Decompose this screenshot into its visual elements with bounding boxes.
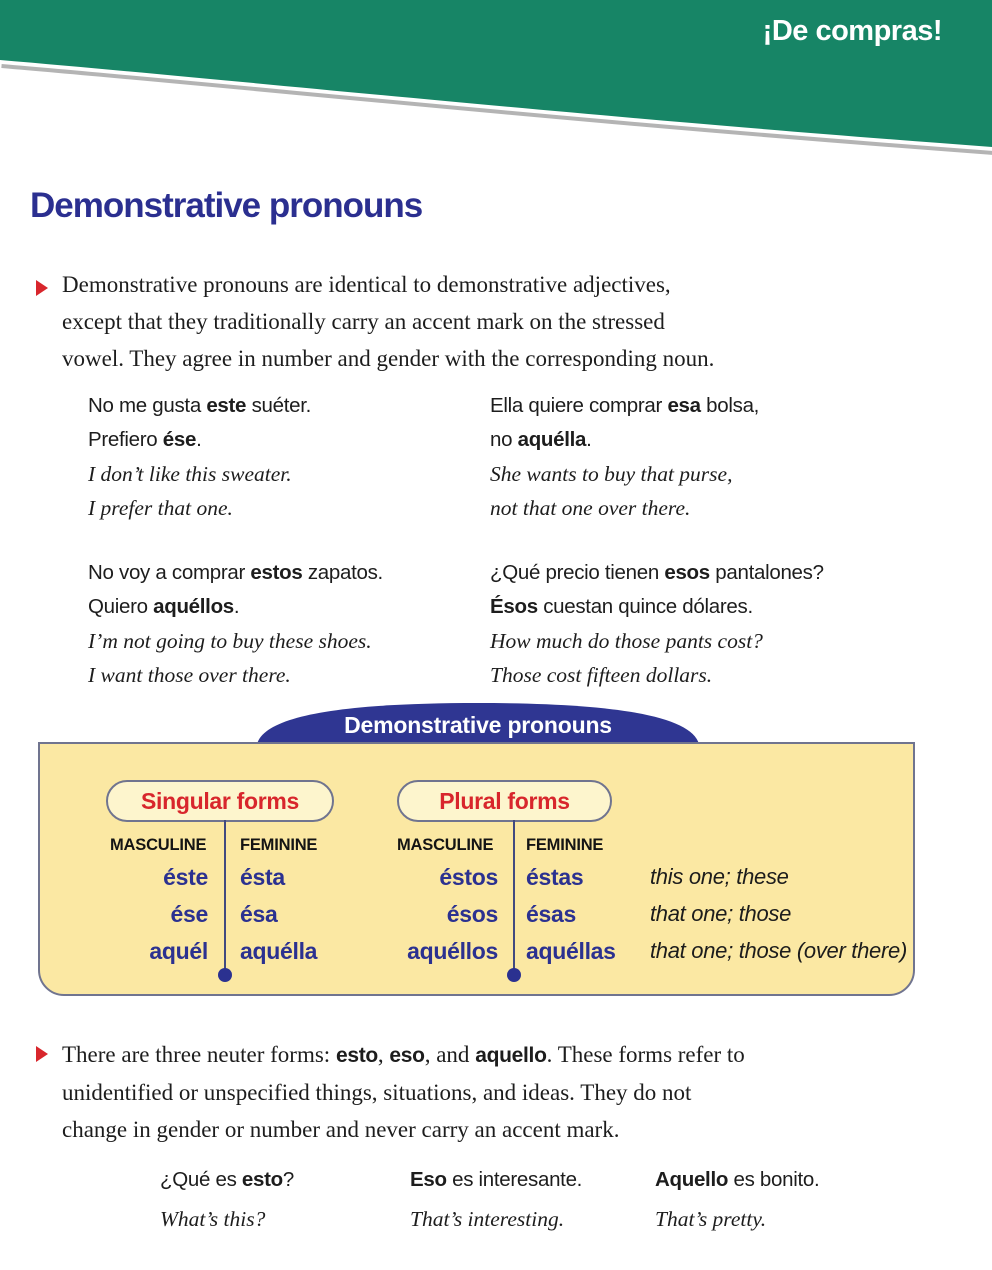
- example-set2-right: [490, 556, 824, 692]
- table-cell: ésas: [526, 901, 576, 927]
- column-header: FEMININE: [526, 836, 604, 854]
- neuter-line: unidentified or unspecified things, situations, and ideas. They do not: [62, 1080, 692, 1105]
- example-set1-left: [88, 389, 311, 525]
- table-cell: aquél: [149, 938, 208, 964]
- table-gloss: that one; those: [650, 901, 792, 926]
- spanish-line: Aquello es bonito.: [655, 1168, 820, 1191]
- spanish-line: no aquélla.: [490, 428, 592, 451]
- intro-paragraph: [62, 266, 714, 377]
- table-cell: ésos: [446, 901, 498, 927]
- english-line: Those cost fifteen dollars.: [490, 663, 713, 687]
- page-title: Demonstrative pronouns: [30, 186, 423, 225]
- english-line: She wants to buy that purse,: [490, 462, 733, 486]
- pronoun-chart: [38, 700, 917, 1000]
- chart-tab-label: Demonstrative pronouns: [344, 712, 612, 738]
- table-gloss: this one; these: [650, 864, 789, 889]
- divider-dot-icon: [507, 968, 521, 982]
- example-set2-left: [88, 556, 383, 692]
- english-line: I prefer that one.: [88, 496, 233, 520]
- table-cell: éstas: [526, 864, 584, 890]
- bullet-triangle-icon: [36, 280, 48, 296]
- bullet-triangle-icon: [36, 1046, 48, 1062]
- table-cell: ése: [170, 901, 208, 927]
- column-header: MASCULINE: [110, 836, 207, 854]
- spanish-line: No me gusta este suéter.: [88, 394, 312, 417]
- intro-line: except that they traditionally carry an accent mark on the stressed: [62, 309, 665, 334]
- divider-dot-icon: [218, 968, 232, 982]
- banner-title: ¡De compras!: [762, 15, 942, 47]
- intro-line: vowel. They agree in number and gender with the corresponding noun.: [62, 346, 715, 371]
- example-set3-col1: [160, 1163, 294, 1236]
- english-line: I don’t like this sweater.: [88, 462, 292, 486]
- table-cell: éste: [163, 864, 208, 890]
- column-divider: [224, 820, 226, 974]
- english-line: That’s pretty.: [655, 1207, 767, 1231]
- spanish-line: Ésos cuestan quince dólares.: [490, 595, 753, 618]
- column-header: FEMININE: [240, 836, 318, 854]
- table-cell: aquéllas: [526, 938, 616, 964]
- english-line: I’m not going to buy these shoes.: [88, 629, 372, 653]
- table-cell: ésa: [240, 901, 278, 927]
- table-gloss: that one; those (over there): [650, 938, 907, 963]
- english-line: How much do those pants cost?: [490, 629, 763, 653]
- table-cell: éstos: [439, 864, 498, 890]
- singular-forms-label: Singular forms: [106, 780, 334, 822]
- english-line: I want those over there.: [88, 663, 291, 687]
- spanish-line: ¿Qué precio tienen esos pantalones?: [490, 561, 824, 584]
- spanish-line: Ella quiere comprar esa bolsa,: [490, 394, 760, 417]
- example-set1-right: [490, 389, 759, 525]
- example-set3-col2: [410, 1163, 582, 1236]
- column-header: MASCULINE: [397, 836, 494, 854]
- spanish-line: ¿Qué es esto?: [160, 1168, 294, 1191]
- column-divider: [513, 820, 515, 974]
- neuter-paragraph: [62, 1036, 745, 1148]
- spanish-line: Eso es interesante.: [410, 1168, 583, 1191]
- spanish-line: No voy a comprar estos zapatos.: [88, 561, 383, 584]
- spanish-line: Prefiero ése.: [88, 428, 202, 451]
- table-cell: ésta: [240, 864, 285, 890]
- table-cell: aquélla: [240, 938, 318, 964]
- neuter-line: There are three neuter forms: esto, eso, and aquello. These forms refer to: [62, 1042, 745, 1067]
- plural-forms-label: Plural forms: [397, 780, 612, 822]
- english-line: What’s this?: [160, 1207, 266, 1231]
- chart-tab: [252, 701, 704, 744]
- intro-line: Demonstrative pronouns are identical to demonstrative adjectives,: [62, 272, 671, 297]
- spanish-line: Quiero aquéllos.: [88, 595, 240, 618]
- english-line: not that one over there.: [490, 496, 691, 520]
- example-set3-col3: [655, 1163, 819, 1236]
- english-line: That’s interesting.: [410, 1207, 565, 1231]
- table-cell: aquéllos: [407, 938, 498, 964]
- neuter-line: change in gender or number and never carry an accent mark.: [62, 1117, 620, 1142]
